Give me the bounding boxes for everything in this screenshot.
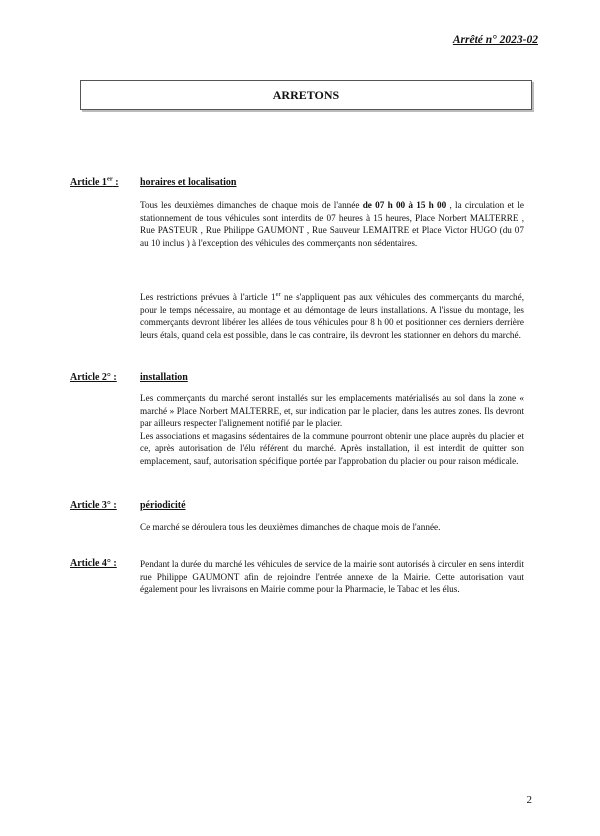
article-3-paragraph: Ce marché se déroulera tous les deuxièmes dimanches de chaque mois de l'année. <box>140 522 441 532</box>
article-3-heading: périodicité <box>140 500 186 511</box>
article-2-heading: installation <box>140 372 188 383</box>
article-3-label: Article 3° : <box>70 500 117 511</box>
article-2-paragraph <box>140 392 524 468</box>
article-1-paragraph-1: Tous les deuxièmes dimanches de chaque mois de l'année de 07 h 00 à 15 h 00 , la circulation et le stationnement de tous véhicules sont interdits de 07 heures à 15 heures, Place Norbert MALTERRE , Rue PASTEUR , Rue Philippe GAUMONT , Rue Sauveur LEMAITRE et Place Victor HUGO (du 07 au 10 inclus ) à l'exception des véhicules des commerçants non sédentaires. <box>140 200 524 248</box>
article-2-paragraph-1: Les commerçants du marché seront installés sur les emplacements matérialisés au sol dans la zone « marché » Place Norbert MALTERRE, et, sur indication par le placier, dans les autres zones. Ils devront par ailleurs respecter l'alignement notifié par le placier. <box>140 393 524 429</box>
article-2-paragraph-2: Les associations et magasins sédentaires de la commune pourront obtenir une place auprès du placier et ce, après autorisation de l'élu référent du marché. Après installation, il est interdit de quitter son emplacement, sauf, autorisation spécifique portée par l'approbation du placier ou pour raison médicale. <box>140 430 524 466</box>
article-2-label: Article 2° : <box>70 372 117 383</box>
decree-reference: Arrêté n° 2023-02 <box>452 34 538 46</box>
section-title: ARRETONS <box>272 87 340 102</box>
article-4-label: Article 4° : <box>70 558 117 569</box>
article-1-paragraph-2: Les restrictions prévues à l'article 1er ne s'appliquent pas aux véhicules des commerçants du marché, pour le temps nécessaire, au montage et au démontage de leurs installations. A l'issue du montage, les commerçants devront libérer les allées de tous véhicules pour 8 h 00 et positionner ces derniers derrière leurs étals, quand cela est possible, dans le cas contraire, ils devront les stationner en dehors du marché. <box>140 290 524 340</box>
article-1-heading: horaires et localisation <box>140 177 237 188</box>
article-1-label: Article 1er : <box>70 175 119 188</box>
page-number: 2 <box>526 794 532 806</box>
section-title-box <box>80 80 532 110</box>
article-4-paragraph: Pendant la durée du marché les véhicules de service de la mairie sont autorisés à circuler en sens interdit rue Philippe GAUMONT afin de rejoindre l'entrée annexe de la Mairie. Cette autorisation vaut également pour les livraisons en Mairie comme pour la Pharmacie, le Tabac et les élus. <box>140 559 524 595</box>
